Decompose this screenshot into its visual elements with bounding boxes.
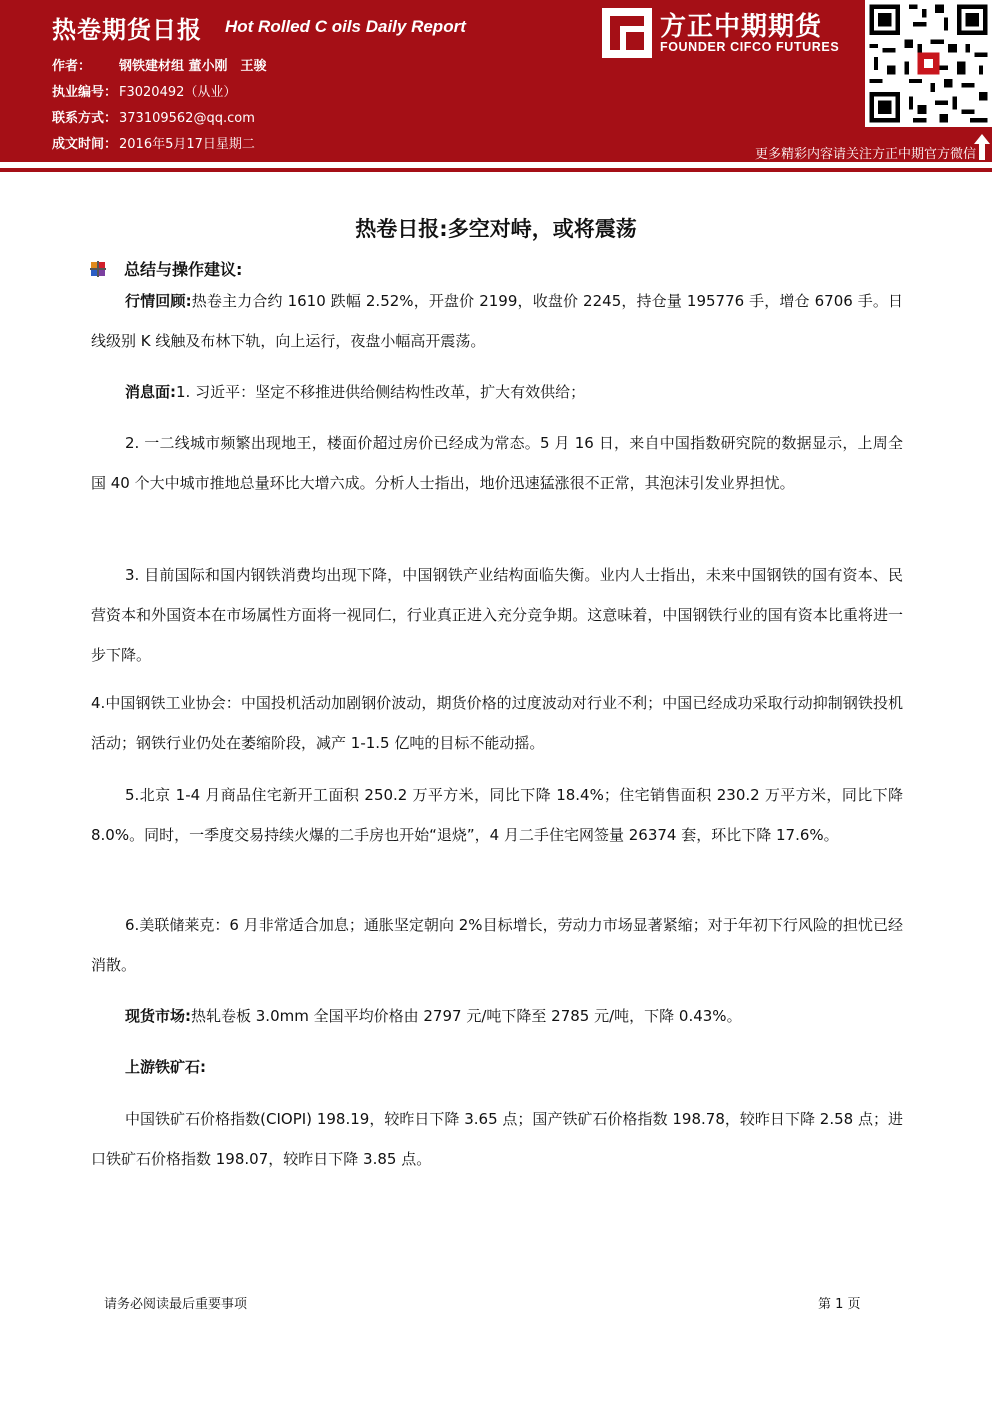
- date-value: 2016年5月17日星期二: [119, 137, 255, 152]
- contact-line: [52, 107, 255, 126]
- license-label: 执业编号：: [52, 85, 118, 100]
- report-header: [0, 0, 992, 162]
- section-heading-text: 总结与操作建议:: [124, 260, 243, 279]
- news-item-1: 1. 习近平：坚定不移推进供给侧结构性改革，扩大有效供给；: [176, 383, 586, 401]
- section-heading: [90, 257, 242, 280]
- logo-text-en: FOUNDER CIFCO FUTURES: [660, 40, 840, 54]
- license-value: F3020492（从业）: [119, 85, 237, 100]
- market-review-label: 行情回顾:: [125, 292, 192, 310]
- footer-notice: 请务必阅读最后重要事项: [104, 1297, 248, 1312]
- date-line: [52, 133, 255, 152]
- report-title-cn: 热卷期货日报: [52, 16, 202, 44]
- date-label: 成文时间：: [52, 137, 118, 152]
- logo-text-cn: 方正中期期货: [660, 12, 823, 42]
- author-value: 钢铁建材组 董小刚 王骏: [119, 59, 267, 74]
- follow-wechat-text: 更多精彩内容请关注方正中期官方微信: [754, 147, 976, 162]
- paragraph-spot-market: [91, 996, 903, 1036]
- paragraph-iron-ore: 中国铁矿石价格指数(CIOPI) 198.19，较昨日下降 3.65 点；国产铁矿石价格指数 198.78，较昨日下降 2.58 点；进口铁矿石价格指数 198.07，较昨日下降 3.85 点。: [91, 1110, 903, 1168]
- market-review-text: 热卷主力合约 1610 跌幅 2.52%，开盘价 2199，收盘价 2245，持仓量 195776 手，增仓 6706 手。日线级别 K 线触及布林下轨，向上运行，夜盘小幅高开震荡。: [91, 292, 903, 350]
- news-label: 消息面:: [125, 383, 176, 401]
- paragraph-news: [91, 372, 903, 412]
- arrow-up-icon: [974, 134, 990, 160]
- spot-market-text: 热轧卷板 3.0mm 全国平均价格由 2797 元/吨下降至 2785 元/吨，下降 0.43%。: [191, 1007, 742, 1025]
- report-title-en: Hot Rolled C oils Daily Report: [225, 17, 466, 36]
- page-number: 第 1 页: [818, 1297, 861, 1312]
- paragraph-news-5: 5.北京 1-4 月商品住宅新开工面积 250.2 万平方米，同比下降 18.4%；住宅销售面积 230.2 万平方米，同比下降 8.0%。同时，一季度交易持续火爆的二手房也开始“退烧”，4 月二手住宅网签量 26374 套，环比下降 17.6%。: [91, 786, 903, 844]
- contact-label: 联系方式：: [52, 111, 118, 126]
- paragraph-news-2: 2. 一二线城市频繁出现地王，楼面价超过房价已经成为常态。5 月 16 日，来自中国指数研究院的数据显示，上周全国 40 个大中城市推地总量环比大增六成。分析人士指出，地价迅速猛涨很不正常，其泡沫引发业界担忧。: [91, 434, 903, 492]
- header-divider: [0, 168, 992, 172]
- spot-market-label: 现货市场:: [125, 1007, 191, 1025]
- founder-logo-icon: [602, 8, 652, 58]
- paragraph-news-6: 6.美联储莱克：6 月非常适合加息；通胀坚定朝向 2%目标增长，劳动力市场显著紧缩；对于年初下行风险的担忧已经消散。: [91, 916, 903, 974]
- upstream-iron-ore-heading: 上游铁矿石:: [125, 1058, 206, 1076]
- document-title: 热卷日报:多空对峙，或将震荡: [355, 217, 637, 241]
- paragraph-news-4: 4.中国钢铁工业协会：中国投机活动加剧钢价波动，期货价格的过度波动对行业不利；中国已经成功采取行动抑制钢铁投机活动；钢铁行业仍处在萎缩阶段，减产 1-1.5 亿吨的目标不能动摇。: [91, 694, 903, 752]
- paragraph-market-review: [91, 281, 903, 361]
- contact-value: 373109562@qq.com: [119, 111, 255, 126]
- license-line: [52, 81, 236, 100]
- author-line: [52, 55, 267, 74]
- author-label: 作者：: [52, 59, 92, 74]
- qr-code-icon: [865, 0, 992, 127]
- section-bullet-icon: [90, 261, 106, 277]
- paragraph-news-3: 3. 目前国际和国内钢铁消费均出现下降，中国钢铁产业结构面临失衡。业内人士指出，未来中国钢铁的国有资本、民营资本和外国资本在市场属性方面将一视同仁，行业真正进入充分竞争期。这意味着，中国钢铁行业的国有资本比重将进一步下降。: [91, 566, 903, 664]
